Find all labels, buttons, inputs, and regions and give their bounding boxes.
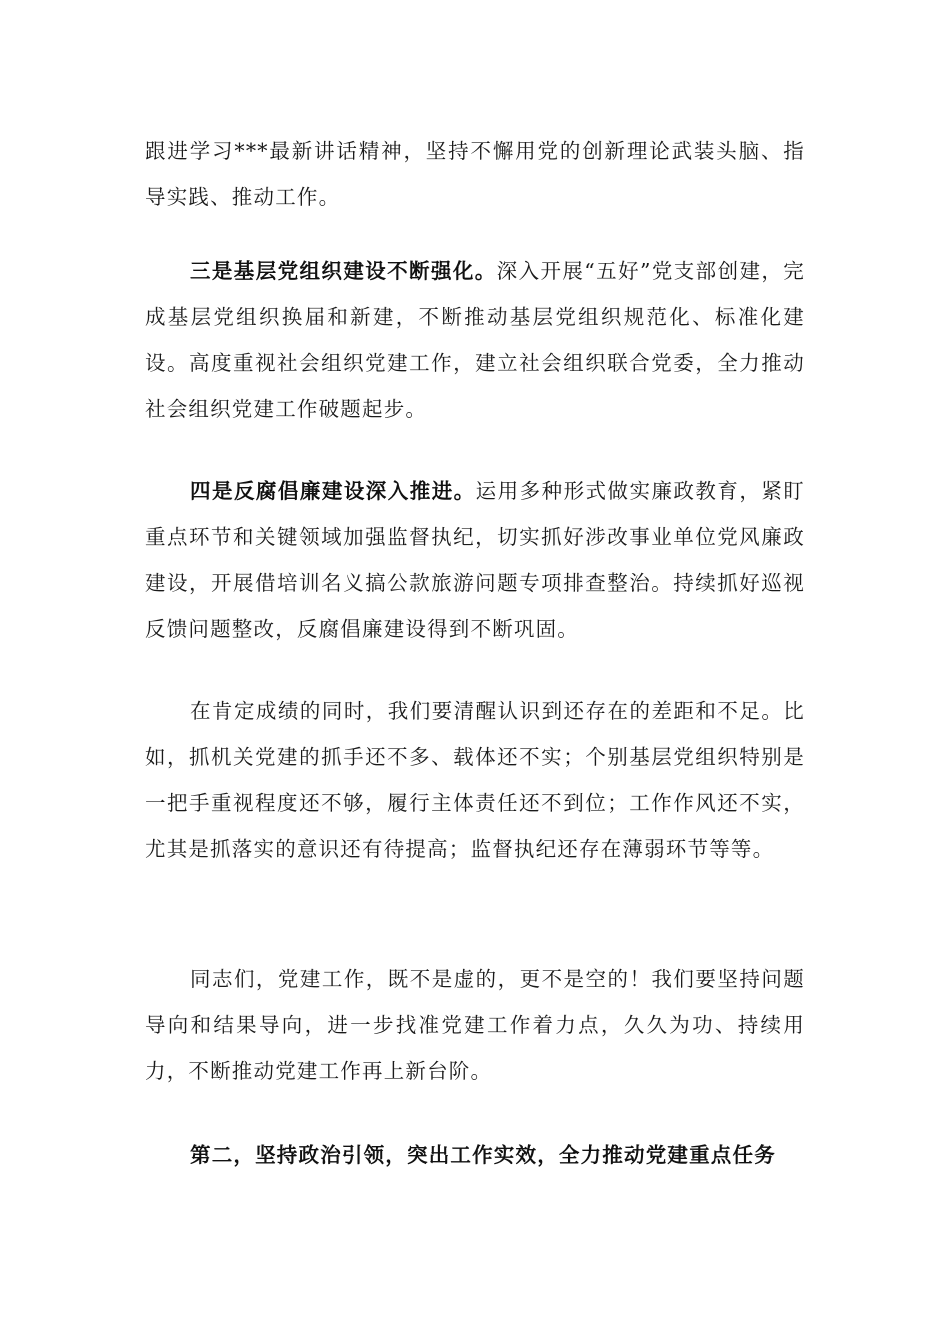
paragraph-text: 运用多种形式做实廉政教育，紧盯重点环节和关键领域加强监督执纪，切实抓好涉改事业单位党风廉政建设，开展借培训名义搞公款旅游问题专项排查整治。持续抓好巡视反馈问题整改，反腐倡廉建设得到不断巩固。: [145, 479, 806, 641]
paragraph-study-continuation: [145, 128, 805, 220]
paragraph-text: 跟进学习***最新讲话精神，坚持不懈用党的创新理论武装头脑、指导实践、推动工作。: [145, 139, 805, 209]
paragraph-heading: 三是基层党组织建设不断强化。: [190, 259, 497, 283]
paragraph-text: 同志们，党建工作，既不是虚的，更不是空的！我们要坚持问题导向和结果导向，进一步找准党建工作着力点，久久为功、持续用力，不断推动党建工作再上新台阶。: [145, 967, 805, 1083]
paragraph-text: 深入开展“五好”党支部创建，完成基层党组织换届和新建，不断推动基层党组织规范化、标准化建设。高度重视社会组织党建工作，建立社会组织联合党委，全力推动社会组织党建工作破题起步。: [145, 259, 805, 421]
paragraph-call-to-action: [145, 956, 805, 1094]
section-heading-second: [145, 1132, 805, 1178]
paragraph-text: 在肯定成绩的同时，我们要清醒认识到还存在的差距和不足。比如，抓机关党建的抓手还不多、载体还不实；个别基层党组织特别是一把手重视程度还不够，履行主体责任还不到位；工作作风还不实，尤其是抓落实的意识还有待提高；监督执纪还存在薄弱环节等等。: [145, 699, 805, 861]
paragraph-anti-corruption: [145, 468, 805, 652]
section-heading-text: 第二，坚持政治引领，突出工作实效，全力推动党建重点任务: [190, 1143, 776, 1167]
paragraph-heading: 四是反腐倡廉建设深入推进。: [190, 479, 476, 503]
paragraph-shortcomings: [145, 688, 805, 872]
paragraph-grassroots-organization: [145, 248, 805, 432]
